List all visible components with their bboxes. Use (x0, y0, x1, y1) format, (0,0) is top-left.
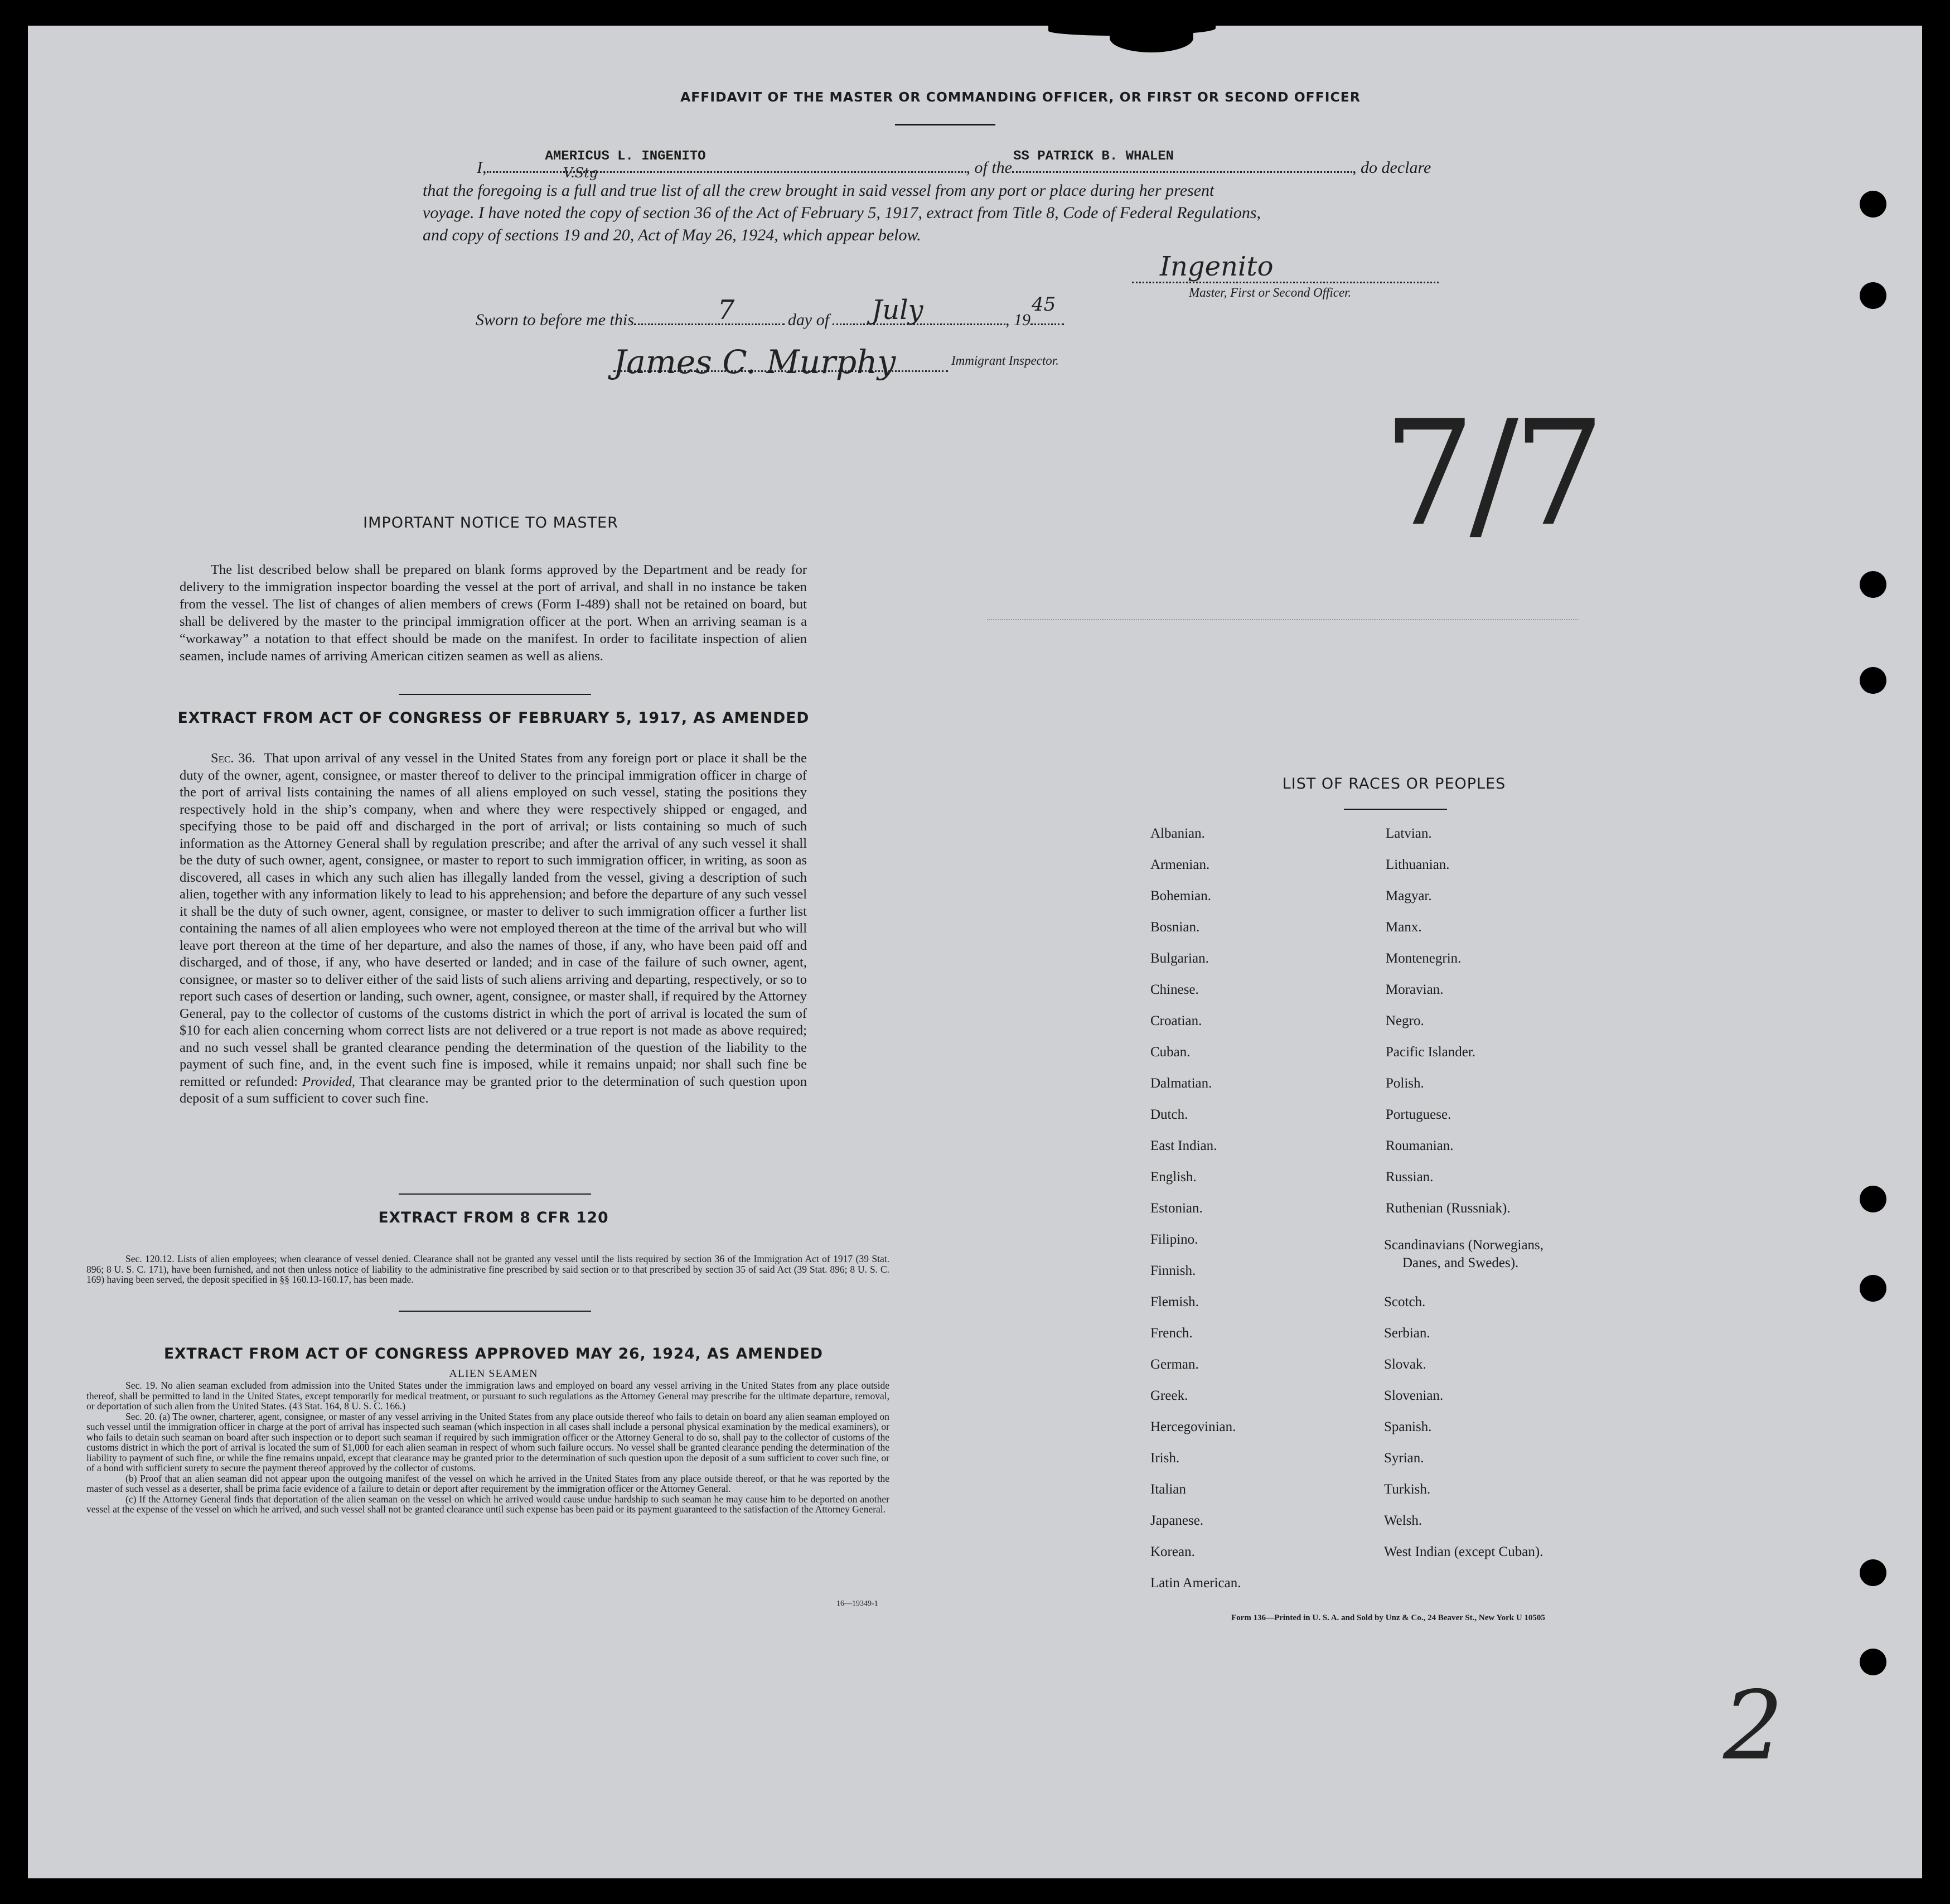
race-right-5: Moravian. (1386, 982, 1444, 997)
of-the-label: , of the (966, 158, 1012, 177)
form-code: 16—19349-1 (836, 1599, 878, 1608)
race-left-13: Filipino. (1150, 1232, 1198, 1247)
race-right-3: Manx. (1386, 920, 1422, 935)
race-right-20: Syrian. (1384, 1451, 1424, 1466)
race-left-2: Bohemian. (1150, 888, 1212, 903)
race-left-8: Dalmatian. (1150, 1076, 1212, 1091)
sec-20c-text: (c) If the Attorney General finds that deportation of the alien seaman on the vessel on which he arrived would cause undue hardship to such seaman he may cause him to be deported on another vessel at the expense of the vessel on which he arrived, and such vessel shall not be granted clearance until such expense has been paid or its payment guaranteed to the satisfaction of the Attorney General. (86, 1493, 889, 1515)
handwritten-insert: V.Stg (563, 165, 598, 181)
race-left-10: East Indian. (1150, 1138, 1217, 1153)
race-right-11: Russian. (1386, 1170, 1434, 1185)
race-right-23: West Indian (except Cuban). (1384, 1544, 1543, 1559)
race-right-15: Scotch. (1384, 1294, 1426, 1309)
provided-label: Provided, (302, 1074, 356, 1089)
race-right-13: Scandinavians (Norwegians, (1384, 1238, 1544, 1253)
race-left-20: Irish. (1150, 1451, 1180, 1466)
punch-hole (1860, 191, 1886, 218)
race-left-7: Cuban. (1150, 1045, 1191, 1060)
torn-edge (1110, 23, 1193, 52)
race-left-4: Bulgarian. (1150, 951, 1209, 966)
race-right-22: Welsh. (1384, 1513, 1422, 1528)
month-value: July (872, 294, 923, 326)
race-right-19: Spanish. (1384, 1419, 1432, 1434)
punch-hole (1860, 282, 1886, 309)
race-left-15: Flemish. (1150, 1294, 1199, 1309)
race-right-9: Portuguese. (1386, 1107, 1451, 1122)
day-of-label: day of (787, 311, 830, 329)
extract-1917-title: EXTRACT FROM ACT OF CONGRESS OF FEBRUARY 5, 1917, AS AMENDED (177, 709, 810, 727)
race-right-0: Latvian. (1386, 826, 1432, 841)
sec-20a-text: Sec. 20. (a) The owner, charterer, agent, consignee, or master of any vessel arriving in the United States from any place outside thereof who fails to detain on board any alien seaman employed on such vessel until the immigration officer in charge at the port of arrival has inspected such seaman (which inspection in all cases shall include a personal physical examination by the medical examiners), or who fails to detain such seaman on board after such inspection or to deport such seaman if required by such immigration officer or the Attorney General to do so, shall pay to the collector of customs of the customs district in which the port of arrival is located the sum of $1,000 for each alien seaman in respect of whom such failure occurs. No vessel shall be granted clearance pending the determination of the liability to payment of such fine, or while the fine remains unpaid, except that clearance may be granted prior to the determination of such question upon the deposit of a sum sufficient to cover such fine, or of a bond with sufficient surety to secure the payment thereof approved by the collector of customs. (86, 1410, 889, 1473)
punch-hole (1860, 1559, 1886, 1586)
sec-36-label: Sec. 36. (211, 751, 255, 766)
affidavit-line-2: that the foregoing is a full and true list of all the crew brought in said vessel from any port or place during her present (423, 181, 1214, 200)
race-left-17: German. (1150, 1357, 1199, 1372)
race-right-2: Magyar. (1386, 888, 1432, 903)
punch-hole (1860, 1275, 1886, 1302)
extract-1917-rule (399, 1193, 591, 1195)
sec-36-text-end: That clearance may be granted prior to the determination of such question upon deposit of a sum sufficient to cover such fine. (180, 1074, 807, 1106)
cfr-body: Sec. 120.12. Lists of alien employees; when clearance of vessel denied. Clearance shall not be granted any vessel until the lists required by section 36 of the Immigration Act of 1917 (39 Stat. 896; 8 U. S. C. 171), have been furnished, and not then unless notice of liability to the administrative fine prescribed by said section or to that prescribed by section 35 of said Act (39 Stat. 896; 8 U. S. C. 169) having been served, the deposit specified in §§ 160.13-160.17, has been made. (86, 1253, 889, 1285)
race-right-7: Pacific Islander. (1386, 1045, 1476, 1060)
year-value: 45 (1032, 293, 1056, 316)
i-label: I, (477, 158, 487, 177)
alien-seamen-subtitle: ALIEN SEAMEN (449, 1367, 538, 1380)
master-name: AMERICUS L. INGENITO (545, 149, 706, 164)
race-right-10: Roumanian. (1386, 1138, 1454, 1153)
notice-title: IMPORTANT NOTICE TO MASTER (363, 514, 618, 531)
races-rule (1344, 809, 1447, 810)
extract-1924-body (86, 1380, 889, 1515)
races-title: LIST OF RACES OR PEOPLES (1282, 775, 1506, 792)
handwritten-page-number: 2 (1723, 1671, 1784, 1781)
race-left-0: Albanian. (1150, 826, 1205, 841)
faint-line (987, 619, 1578, 620)
race-right-12: Ruthenian (Russniak). (1386, 1201, 1511, 1216)
race-left-12: Estonian. (1150, 1201, 1203, 1216)
sec-20b-text: (b) Proof that an alien seaman did not appear upon the outgoing manifest of the vessel on which he arrived in the United States from any place outside thereof, or that he was reported by the master of such vessel as a deserter, shall be prima facie evidence of a failure to detain or deport after requirement by the immigration officer or the Attorney General. (86, 1472, 889, 1494)
cfr-rule (399, 1311, 591, 1312)
month-field (833, 294, 1005, 326)
signature-line (1132, 282, 1439, 283)
sec-19-text: Sec. 19. No alien seaman excluded from admission into the United States under the immigration laws and employed on board any vessel arriving in the United States from any place outside thereof, shall be permitted to land in the United States, except temporarily for medical treatment, or pursuant to such regulations as the Attorney General may prescribe for the ultimate departure, removal, or deportation of such alien from the United States. (43 Stat. 164, 8 U. S. C. 166.) (86, 1380, 889, 1412)
race-left-18: Greek. (1150, 1388, 1188, 1403)
cfr-title: EXTRACT FROM 8 CFR 120 (378, 1209, 609, 1226)
affidavit-line-1 (477, 149, 1469, 177)
inspector-signature-line (613, 370, 948, 372)
race-right-6: Negro. (1386, 1013, 1424, 1028)
race-right-16: Serbian. (1384, 1326, 1430, 1341)
race-right-1: Lithuanian. (1386, 857, 1450, 872)
master-signature: Ingenito (1160, 251, 1274, 282)
race-right-14: Danes, and Swedes). (1402, 1255, 1519, 1270)
vessel-field (1012, 149, 1352, 173)
race-left-16: French. (1150, 1326, 1193, 1341)
notice-body: The list described below shall be prepared on blank forms approved by the Department and be ready for delivery to the immigration inspector boarding the vessel at the port of arrival, and shall in no instance be taken from the vessel. The list of changes of alien members of crews (Form I-489) shall not be retained on board, but shall be delivered by the master to the principal immigration officer at the port. When an arriving seaman is a “workaway” a notation to that effect should be made on the manifest. In order to facilitate inspection of alien seamen, include names of arriving American citizen seamen as well as aliens. (180, 562, 807, 664)
race-right-18: Slovenian. (1384, 1388, 1444, 1403)
extract-1924-title: EXTRACT FROM ACT OF CONGRESS APPROVED MAY 26, 1924, AS AMENDED (163, 1345, 824, 1362)
affidavit-title: AFFIDAVIT OF THE MASTER OR COMMANDING OFFICER, OR FIRST OR SECOND OFFICER (680, 89, 1361, 105)
inspector-signature: James C. Murphy (613, 343, 896, 381)
race-left-21: Italian (1150, 1482, 1186, 1497)
vessel-name: SS PATRICK B. WHALEN (1013, 149, 1174, 164)
race-left-19: Hercegovinian. (1150, 1419, 1236, 1434)
race-right-8: Polish. (1386, 1076, 1424, 1091)
title-rule (895, 124, 995, 125)
race-left-6: Croatian. (1150, 1013, 1202, 1028)
day-value: 7 (717, 294, 735, 326)
inspector-caption: Immigrant Inspector. (951, 354, 1059, 368)
sworn-line (476, 293, 1064, 330)
affidavit-line-3: voyage. I have noted the copy of section 36 of the Act of February 5, 1917, extract from Title 8, Code of Federal Regulations, (423, 204, 1261, 222)
day-field (634, 294, 785, 326)
race-left-1: Armenian. (1150, 857, 1210, 872)
race-left-14: Finnish. (1150, 1263, 1196, 1278)
race-left-11: English. (1150, 1170, 1197, 1185)
year-field (1030, 293, 1064, 325)
punch-hole (1860, 1186, 1886, 1212)
handwritten-date-mark: 7/7 (1383, 390, 1600, 558)
year-label: , 19 (1005, 311, 1031, 329)
punch-hole (1860, 667, 1886, 694)
signature-caption: Master, First or Second Officer. (1189, 286, 1352, 299)
extract-1917-body (180, 750, 807, 1108)
sworn-label: Sworn to before me this (476, 311, 634, 329)
race-left-23: Korean. (1150, 1544, 1195, 1559)
master-name-field (487, 149, 966, 173)
sec-36-text: That upon arrival of any vessel in the United States from any foreign port or place it shall be the duty of the owner, agent, consignee, or master thereof to deliver to the principal immigration officer in charge of the port of arrival lists containing the names of all aliens employed on such vessel, stating the positions they respectively hold in the ship’s company, when and where they were respectively shipped or engaged, and specifying those to be paid off and discharged in the port of arrival; or lists containing so much of such information as the Attorney General shall by regulation prescribe; and after the arrival of any such vessel it shall be the duty of such owner, agent, consignee, or master to report to such immigration officer, in writing, as soon as discovered, all cases in which any such alien has illegally landed from the vessel, giving a description of such alien, together with any information likely to lead to his apprehension; and before the departure of any such vessel it shall be the duty of such owner, agent, consignee, or master to deliver to such immigration officer a further list containing the names of all alien employees who were not employed thereon at the time of the arrival but who will leave port thereon at the time of her departure, and also the names of those, if any, who have been paid off and discharged, and of those, if any, who have deserted or landed; and in case of the failure of such owner, agent, consignee, or master so to deliver either of the said lists of such aliens arriving and departing, respectively, or so to report such cases of desertion or landing, such owner, agent, consignee, or master shall, if required by the Attorney General, pay to the collector of customs of the customs district in which the port of arrival is located the sum of $10 for each alien concerning whom correct lists are not delivered or a true report is not made as above required; and no such vessel shall be granted clearance pending the determination of the question of the liability to the payment of such fine, and, in the event such fine is imposed, while it remains unpaid; nor shall such fine be remitted or refunded: (180, 751, 807, 1089)
race-right-17: Slovak. (1384, 1357, 1426, 1372)
do-declare-label: , do declare (1352, 158, 1431, 177)
affidavit-line-4: and copy of sections 19 and 20, Act of May 26, 1924, which appear below. (423, 226, 921, 244)
printer-line: Form 136—Printed in U. S. A. and Sold by Unz & Co., 24 Beaver St., New York U 10505 (1231, 1613, 1545, 1622)
punch-hole (1860, 1649, 1886, 1675)
race-left-22: Japanese. (1150, 1513, 1204, 1528)
race-left-9: Dutch. (1150, 1107, 1188, 1122)
race-left-24: Latin American. (1150, 1576, 1241, 1591)
punch-hole (1860, 571, 1886, 598)
race-left-3: Bosnian. (1150, 920, 1200, 935)
race-left-5: Chinese. (1150, 982, 1199, 997)
notice-rule (399, 694, 591, 695)
race-right-4: Montenegrin. (1386, 951, 1462, 966)
race-right-21: Turkish. (1384, 1482, 1431, 1497)
